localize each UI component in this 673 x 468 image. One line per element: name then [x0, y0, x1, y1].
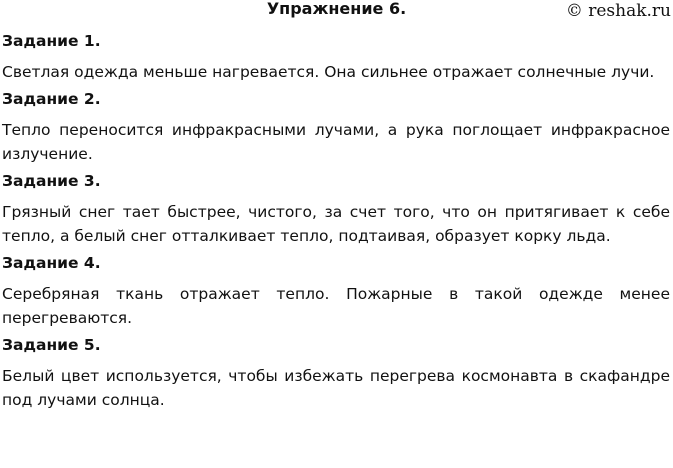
task-answer-text: Тепло переносится инфракрасными лучами, а рука поглощает инфракрасное излучение.	[2, 121, 670, 163]
task-answer-text: Серебряная ткань отражает тепло. Пожарные в такой одежде менее перегреваются.	[2, 285, 670, 327]
task-block	[2, 33, 670, 84]
exercise-title: Упражнение 6.	[266, 0, 407, 18]
task-answer-text: Белый цвет используется, чтобы избежать перегрева космонавта в скафандре под лучами солнца.	[2, 367, 670, 409]
task-heading: Задание 5.	[2, 336, 101, 354]
tasks-content	[2, 33, 670, 419]
task-block	[2, 91, 670, 166]
task-heading: Задание 1.	[2, 32, 101, 50]
task-answer-text: Грязный снег тает быстрее, чистого, за счет того, что он притягивает к себе тепло, а белый снег отталкивает тепло, подтаивая, образует корку льда.	[2, 203, 670, 245]
task-heading: Задание 2.	[2, 90, 101, 108]
task-heading: Задание 4.	[2, 254, 101, 272]
task-block	[2, 255, 670, 330]
task-answer-text: Светлая одежда меньше нагревается. Она сильнее отражает солнечные лучи.	[2, 63, 655, 81]
task-heading: Задание 3.	[2, 172, 101, 190]
task-block	[2, 337, 670, 412]
watermark-text: © reshak.ru	[565, 1, 671, 21]
task-block	[2, 173, 670, 248]
